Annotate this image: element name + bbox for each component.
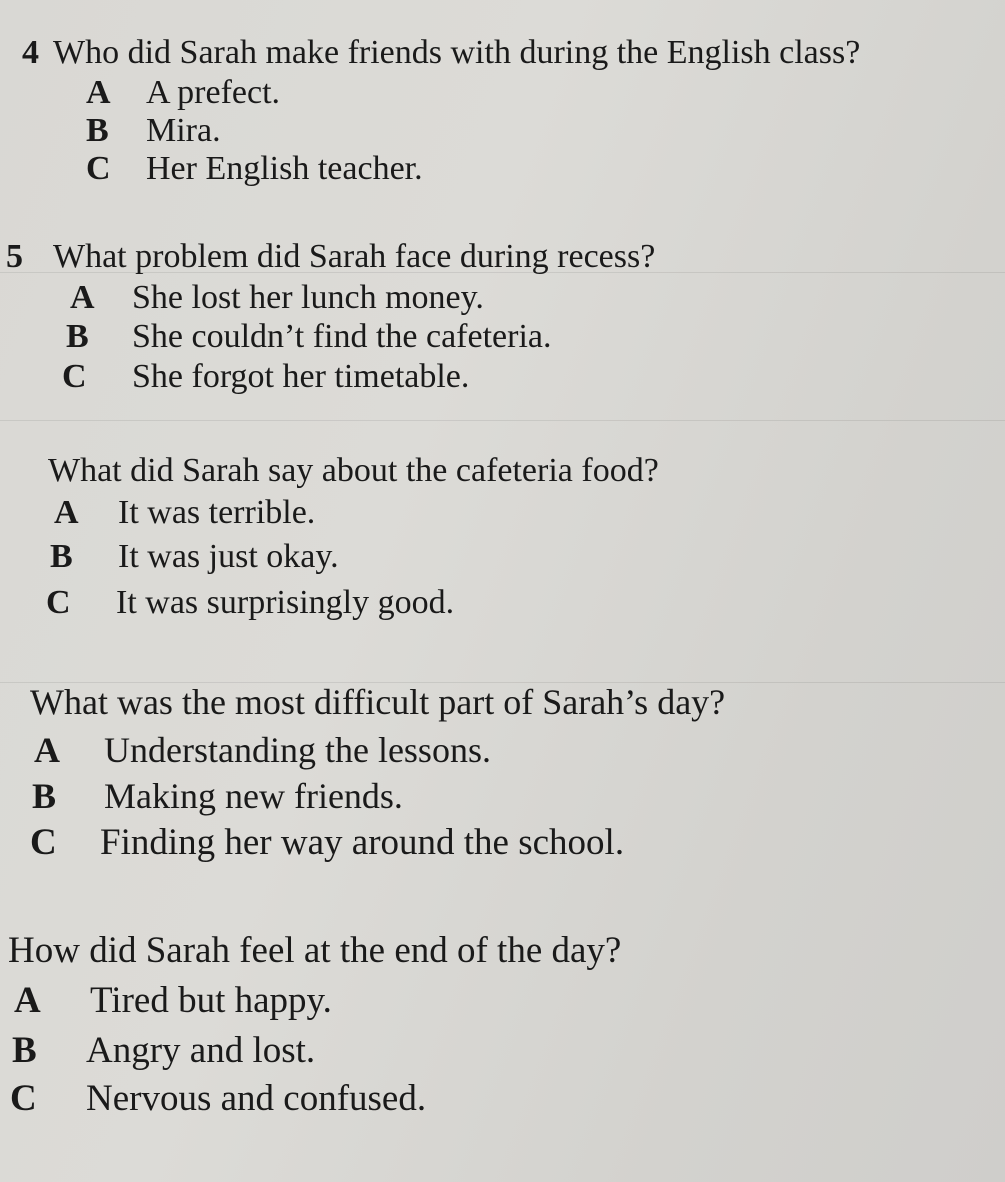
question-6-option-a	[54, 496, 315, 530]
question-4	[22, 36, 860, 70]
option-text: Making new friends.	[104, 776, 403, 816]
question-5	[6, 240, 655, 274]
option-text: Finding her way around the school.	[100, 822, 625, 863]
question-8	[8, 932, 621, 969]
question-text: How did Sarah feel at the end of the day?	[8, 930, 622, 971]
option-letter: A	[70, 279, 95, 316]
question-8-option-a	[14, 982, 332, 1019]
option-text: Mira.	[146, 112, 221, 149]
question-7	[30, 684, 725, 720]
option-letter: B	[86, 112, 109, 149]
option-letter: A	[34, 730, 60, 770]
option-letter: B	[66, 318, 89, 355]
option-text: It was just okay.	[118, 538, 339, 575]
option-text: Her English teacher.	[146, 150, 423, 187]
question-6-option-b	[50, 540, 339, 574]
option-text: It was surprisingly good.	[116, 584, 455, 621]
option-text: Angry and lost.	[86, 1030, 316, 1071]
question-4-option-b	[86, 114, 221, 148]
option-text: Nervous and confused.	[86, 1078, 427, 1119]
question-7-option-b	[32, 778, 403, 814]
show-through-rule	[0, 420, 1005, 421]
question-6	[48, 454, 659, 488]
question-5-option-a	[70, 281, 484, 315]
question-4-option-c	[86, 152, 423, 186]
option-letter: A	[86, 74, 111, 111]
option-text: She lost her lunch money.	[132, 279, 484, 316]
option-text: A prefect.	[146, 74, 281, 111]
option-letter: C	[10, 1078, 37, 1119]
question-7-option-c	[30, 824, 624, 861]
option-letter: C	[86, 150, 111, 187]
option-text: Understanding the lessons.	[104, 730, 491, 770]
option-letter: B	[12, 1030, 37, 1071]
option-letter: C	[46, 584, 71, 621]
question-number: 5	[6, 238, 23, 275]
option-letter: C	[62, 358, 87, 395]
option-letter: A	[14, 980, 41, 1021]
option-text: Tired but happy.	[90, 980, 332, 1021]
question-number: 4	[22, 34, 39, 71]
option-text: It was terrible.	[118, 494, 316, 531]
question-5-option-c	[62, 360, 469, 394]
option-letter: B	[32, 776, 57, 816]
question-text: What was the most difficult part of Sarah’s day?	[30, 682, 726, 722]
question-8-option-c	[10, 1080, 426, 1117]
question-8-option-b	[12, 1032, 315, 1069]
question-text: What did Sarah say about the cafeteria food?	[48, 452, 659, 489]
option-letter: C	[30, 822, 57, 863]
option-letter: A	[54, 494, 79, 531]
option-text: She forgot her timetable.	[132, 358, 470, 395]
option-letter: B	[50, 538, 73, 575]
question-6-option-c	[46, 586, 454, 620]
question-text: What problem did Sarah face during recess?	[53, 238, 656, 275]
question-4-option-a	[86, 76, 280, 110]
option-text: She couldn’t find the cafeteria.	[132, 318, 552, 355]
question-7-option-a	[34, 732, 491, 768]
question-text: Who did Sarah make friends with during the English class?	[53, 34, 861, 71]
question-5-option-b	[66, 320, 552, 354]
